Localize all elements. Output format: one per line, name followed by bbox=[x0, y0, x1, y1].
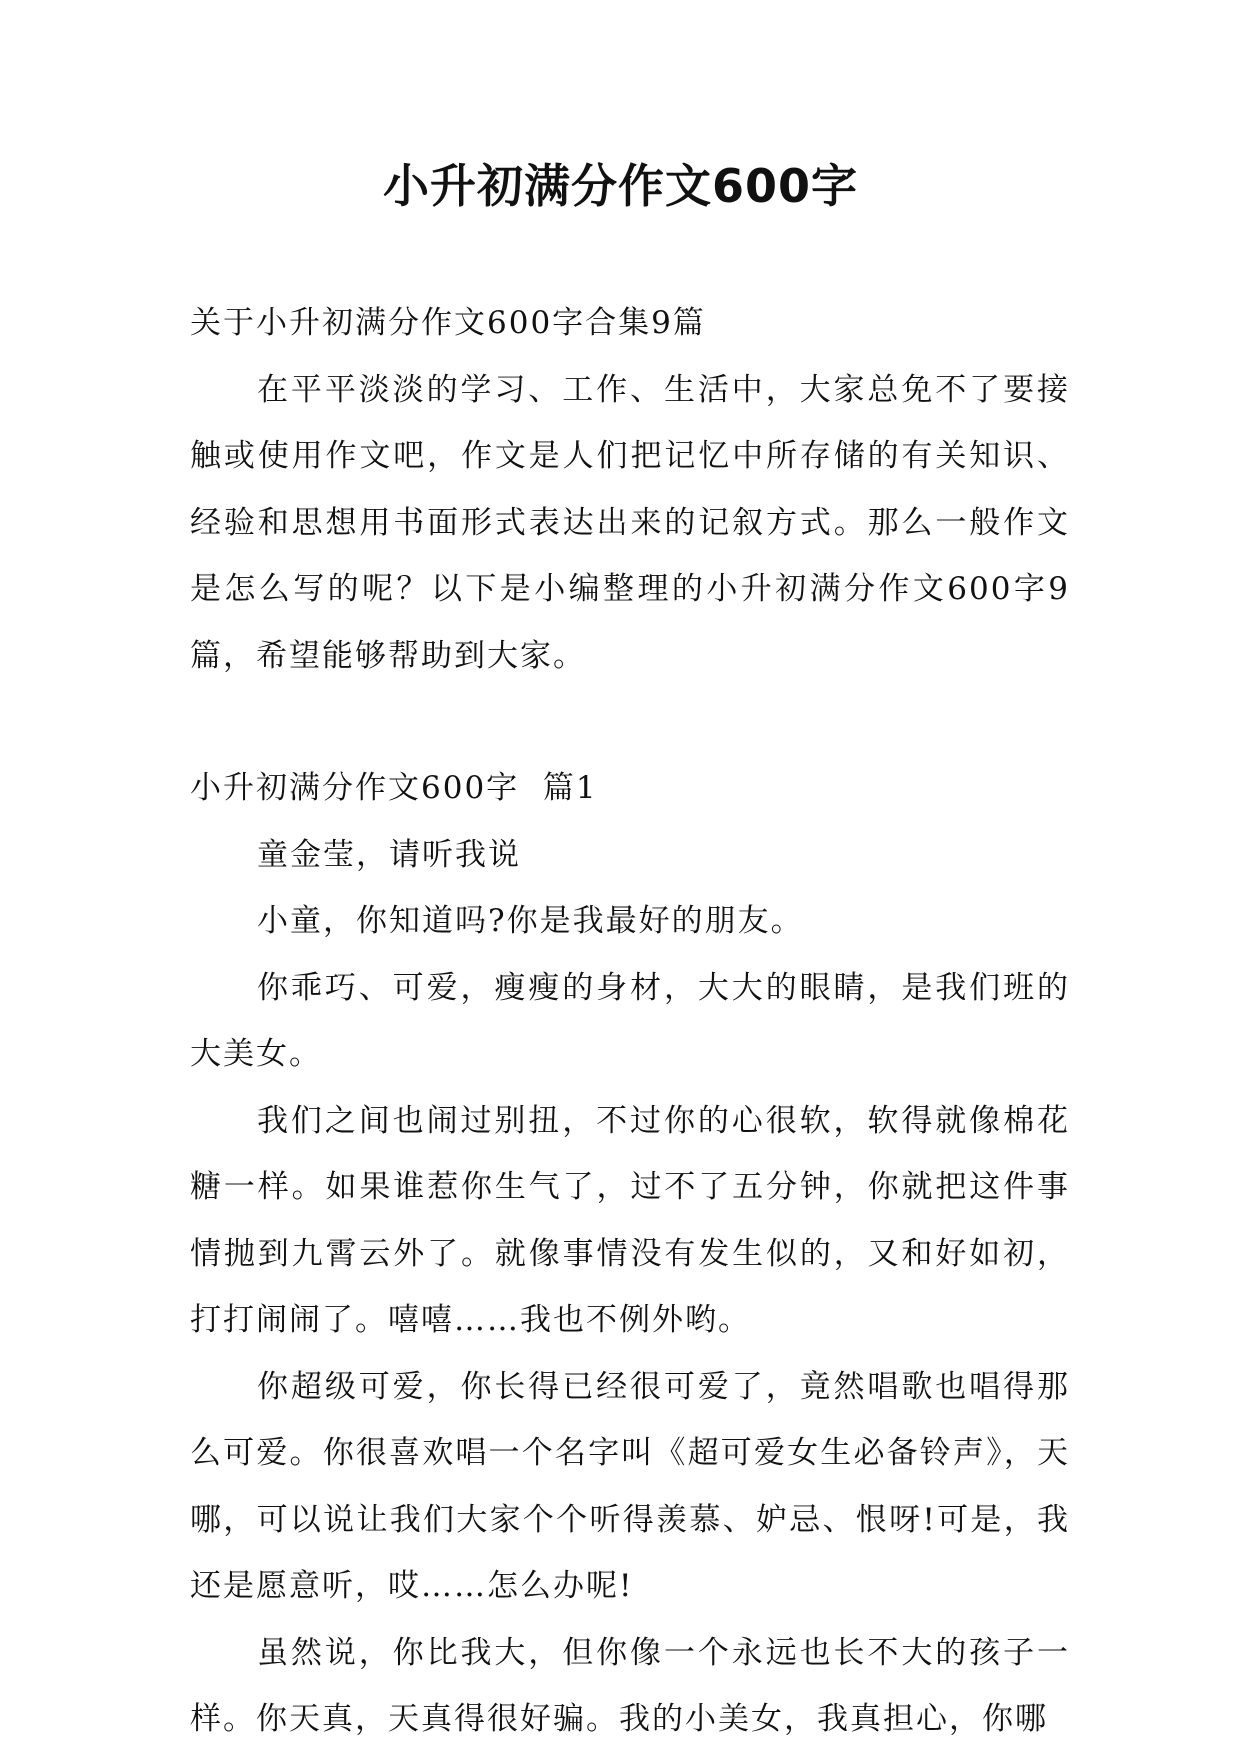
intro-paragraph: 在平平淡淡的学习、工作、生活中，大家总免不了要接触或使用作文吧，作文是人们把记忆中所存储的有关知识、经验和思想用书面形式表达出来的记叙方式。那么一般作文是怎么写的呢？以下是小编整理的小升初满分作文600字9篇，希望能够帮助到大家。 bbox=[190, 371, 1070, 674]
essay-paragraph: 你乖巧、可爱，瘦瘦的身材，大大的眼睛，是我们班的大美女。 bbox=[190, 969, 1070, 1072]
document-body bbox=[190, 290, 1070, 1753]
collection-heading: 关于小升初满分作文600字合集9篇 bbox=[190, 305, 706, 341]
essay-paragraph: 你超级可爱，你长得已经很可爱了，竟然唱歌也唱得那么可爱。你很喜欢唱一个名字叫《超可爱女生必备铃声》，天哪，可以说让我们大家个个听得羡慕、妒忌、恨呀!可是，我还是愿意听，哎……怎么办呢! bbox=[190, 1368, 1070, 1604]
section-spacer bbox=[190, 689, 1070, 755]
document-title: 小升初满分作文600字 bbox=[382, 159, 859, 213]
essay-paragraph: 虽然说，你比我大，但你像一个永远也长不大的孩子一样。你天真，天真得很好骗。我的小美女，我真担心，你哪 bbox=[190, 1634, 1070, 1737]
essay-paragraph: 童金莹，请听我说 bbox=[257, 836, 521, 873]
section-heading: 小升初满分作文600字 篇1 bbox=[190, 770, 598, 806]
essay-paragraph: 小童，你知道吗?你是我最好的朋友。 bbox=[257, 903, 804, 939]
essay-paragraph: 我们之间也闹过别扭，不过你的心很软，软得就像棉花糖一样。如果谁惹你生气了，过不了五分钟，你就把这件事情抛到九霄云外了。就像事情没有发生似的，又和好如初，打打闹闹了。嘻嘻……我也不例外哟。 bbox=[190, 1102, 1070, 1338]
